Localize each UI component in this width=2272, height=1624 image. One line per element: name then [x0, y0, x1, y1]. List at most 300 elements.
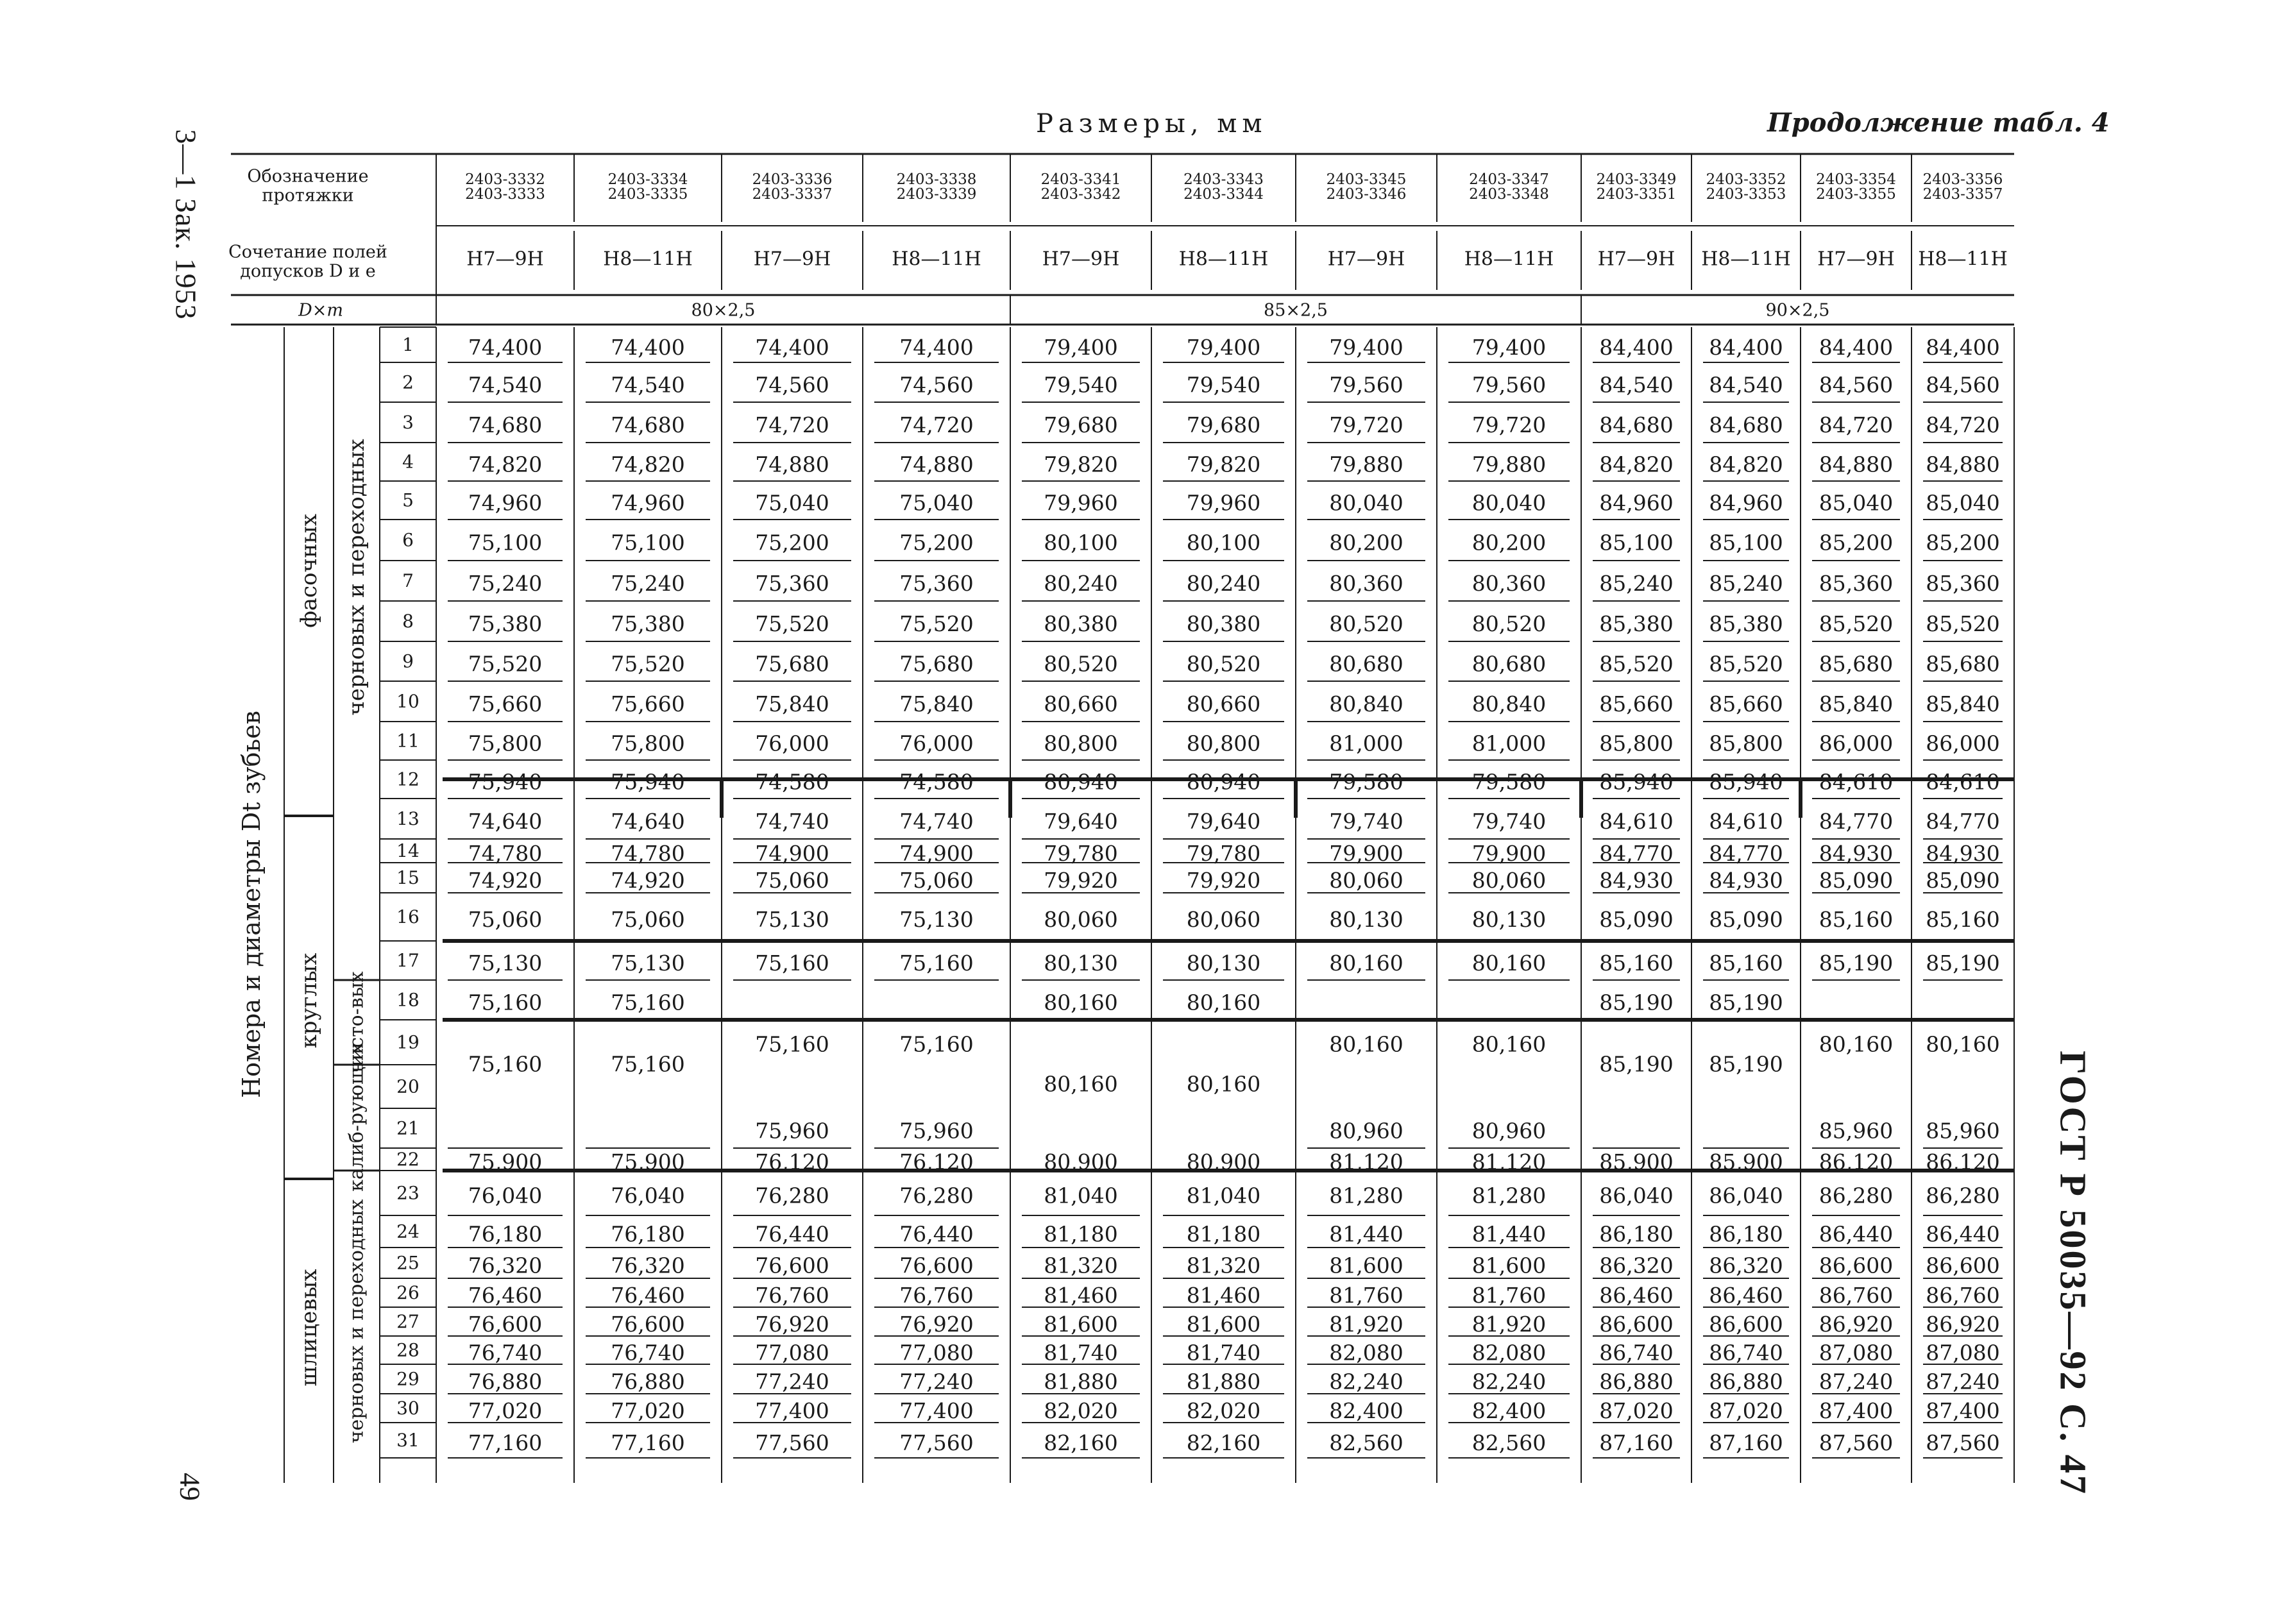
cell-value: 80,660	[1186, 691, 1261, 716]
row-number: 5	[402, 489, 414, 511]
row-number: 27	[396, 1311, 420, 1332]
cell-value: 86,280	[1818, 1183, 1894, 1208]
cell-value: 76,320	[468, 1253, 543, 1278]
cell-value: 76,180	[468, 1221, 543, 1247]
cell-value: 85,660	[1599, 691, 1674, 716]
cell-value: 74,920	[611, 868, 685, 893]
cell-value: 74,820	[468, 452, 543, 477]
tolerance-value: H7—9H	[753, 248, 831, 271]
cell-value: 74,640	[611, 809, 685, 834]
cell-value: 79,960	[1044, 490, 1118, 516]
cell-value: 86,180	[1709, 1221, 1783, 1247]
cell-value: 80,520	[1044, 651, 1118, 677]
row-number: 9	[402, 650, 414, 672]
cell-value: 81,920	[1471, 1312, 1547, 1337]
tool-code: 2403-3342	[1040, 186, 1121, 203]
cell-value: 76,040	[468, 1183, 543, 1208]
row-number: 24	[396, 1221, 420, 1242]
cell-value: 75,520	[755, 611, 829, 636]
cell-value: 86,440	[1818, 1221, 1894, 1247]
tolerance-value: H8—11H	[603, 248, 693, 271]
tool-code: 2403-3346	[1326, 186, 1407, 203]
cell-value: 79,580	[1471, 769, 1547, 795]
standard-reference: ГОСТ Р 50035—92 С. 47	[2052, 1051, 2094, 1496]
cell-value: 77,020	[611, 1398, 685, 1423]
cell-value: 74,400	[755, 335, 829, 360]
cell-value: 75,520	[611, 651, 685, 677]
cell-value: 76,600	[611, 1312, 685, 1337]
cell-value: 82,160	[1186, 1430, 1261, 1455]
dm-group-value: 80×2,5	[691, 300, 756, 321]
cell-value: 80,200	[1329, 530, 1403, 555]
cell-value: 85,960	[1818, 1118, 1894, 1144]
cell-value: 87,080	[1818, 1340, 1894, 1366]
cell-value: 81,880	[1186, 1369, 1261, 1394]
cell-value: 80,840	[1329, 691, 1403, 716]
cell-value: 81,600	[1044, 1312, 1118, 1337]
cell-value: 85,190	[1926, 951, 2000, 976]
cell-value: 79,880	[1471, 452, 1547, 477]
cell-value: 85,520	[1818, 611, 1894, 636]
cell-value: 80,160	[1329, 951, 1403, 976]
cell-value: 84,720	[1818, 412, 1894, 437]
merged-cell-value: 75,160	[755, 1031, 829, 1057]
tool-code: 2403-3343	[1183, 171, 1264, 188]
merged-cell-value: 75,160	[899, 1031, 974, 1057]
tool-code: 2403-3333	[465, 186, 545, 203]
cell-value: 81,740	[1186, 1340, 1261, 1366]
cell-value: 74,560	[755, 372, 829, 398]
cell-value: 77,240	[755, 1369, 829, 1394]
cell-value: 82,020	[1044, 1398, 1118, 1423]
tolerance-value: H7—9H	[1817, 248, 1895, 271]
tool-code: 2403-3349	[1596, 171, 1677, 188]
cell-value: 77,160	[611, 1430, 685, 1455]
cell-value: 87,240	[1818, 1369, 1894, 1394]
tolerance-value: H7—9H	[1597, 248, 1675, 271]
cell-value: 81,320	[1044, 1253, 1118, 1278]
row-number: 3	[402, 412, 414, 433]
cell-value: 79,580	[1329, 769, 1403, 795]
cell-value: 81,040	[1044, 1183, 1118, 1208]
cell-value: 87,400	[1926, 1398, 2000, 1423]
cell-value: 75,060	[755, 868, 829, 893]
tool-code: 2403-3356	[1922, 171, 2003, 188]
row-number: 28	[396, 1339, 420, 1361]
cell-value: 76,740	[468, 1340, 543, 1366]
cell-value: 80,680	[1471, 651, 1547, 677]
tolerance-header: Сочетание полей	[228, 242, 387, 262]
cell-value: 76,880	[611, 1369, 685, 1394]
cell-value: 80,360	[1471, 571, 1547, 596]
cell-value: 80,520	[1186, 651, 1261, 677]
cell-value: 84,610	[1818, 769, 1894, 795]
cell-value: 86,280	[1926, 1183, 2000, 1208]
cell-value: 79,560	[1329, 372, 1403, 398]
tool-code: 2403-3351	[1596, 186, 1677, 203]
cell-value: 74,880	[899, 452, 974, 477]
cell-value: 85,160	[1926, 907, 2000, 932]
cell-value: 81,320	[1186, 1253, 1261, 1278]
row-number: 21	[396, 1117, 420, 1139]
cell-value: 77,400	[899, 1398, 974, 1423]
cell-value: 75,130	[899, 907, 974, 932]
cell-value: 77,400	[755, 1398, 829, 1423]
row-number: 17	[396, 950, 420, 971]
cell-value: 79,740	[1471, 809, 1547, 834]
cell-value: 86,740	[1599, 1340, 1674, 1366]
row-number: 29	[396, 1368, 420, 1390]
row-number: 13	[396, 808, 420, 829]
cell-value: 84,610	[1599, 809, 1674, 834]
designation-header: протяжки	[262, 185, 354, 206]
cell-value: 79,540	[1186, 372, 1261, 398]
tool-code: 2403-3341	[1040, 171, 1121, 188]
merged-cell-value: 75,160	[611, 1051, 685, 1077]
cell-value: 81,180	[1186, 1221, 1261, 1247]
cell-value: 77,560	[899, 1430, 974, 1455]
cell-value: 85,160	[1709, 951, 1783, 976]
cell-value: 81,440	[1329, 1221, 1403, 1247]
cell-value: 80,520	[1471, 611, 1547, 636]
tool-code: 2403-3338	[896, 171, 977, 188]
cell-value: 75,360	[899, 571, 974, 596]
cell-value: 81,600	[1186, 1312, 1261, 1337]
tool-code: 2403-3357	[1922, 186, 2003, 203]
cell-value: 80,160	[1044, 990, 1118, 1015]
dimensions-title: Размеры, мм	[1036, 109, 1267, 139]
cell-value: 75,800	[468, 731, 543, 756]
cell-value: 86,320	[1599, 1253, 1674, 1278]
cell-value: 82,400	[1329, 1398, 1403, 1423]
cell-value: 75,660	[468, 691, 543, 716]
cell-value: 85,380	[1709, 611, 1783, 636]
tooth-type: круглых	[296, 952, 322, 1049]
cell-value: 76,440	[899, 1221, 974, 1247]
cell-value: 85,360	[1818, 571, 1894, 596]
row-number: 12	[396, 768, 420, 790]
cell-value: 76,920	[755, 1312, 829, 1337]
cell-value: 77,080	[899, 1340, 974, 1366]
cell-value: 85,160	[1818, 907, 1894, 932]
cell-value: 75,240	[468, 571, 543, 596]
cell-value: 84,770	[1599, 841, 1674, 866]
cell-value: 86,120	[1818, 1149, 1894, 1174]
cell-value: 84,400	[1926, 335, 2000, 360]
tolerance-value: H7—9H	[466, 248, 544, 271]
cell-value: 87,160	[1709, 1430, 1783, 1455]
cell-value: 85,090	[1709, 907, 1783, 932]
cell-value: 74,580	[755, 769, 829, 795]
cell-value: 80,940	[1044, 769, 1118, 795]
cell-value: 84,400	[1599, 335, 1674, 360]
cell-value: 85,380	[1599, 611, 1674, 636]
row-number: 1	[402, 334, 414, 355]
cell-value: 81,920	[1329, 1312, 1403, 1337]
cell-value: 75,840	[899, 691, 974, 716]
cell-value: 85,200	[1818, 530, 1894, 555]
cell-value: 85,940	[1709, 769, 1783, 795]
cell-value: 75,520	[468, 651, 543, 677]
tolerance-value: H8—11H	[1178, 248, 1269, 271]
cell-value: 79,560	[1471, 372, 1547, 398]
cell-value: 76,760	[755, 1283, 829, 1308]
cell-value: 80,800	[1186, 731, 1261, 756]
tolerance-value: H8—11H	[1918, 248, 2008, 271]
cell-value: 75,840	[755, 691, 829, 716]
cell-value: 81,740	[1044, 1340, 1118, 1366]
cell-value: 74,400	[468, 335, 543, 360]
cell-value: 84,680	[1599, 412, 1674, 437]
cell-value: 79,740	[1329, 809, 1403, 834]
cell-value: 81,600	[1471, 1253, 1547, 1278]
cell-value: 81,600	[1329, 1253, 1403, 1278]
cell-value: 79,680	[1044, 412, 1118, 437]
dm-group-value: 85×2,5	[1264, 300, 1328, 321]
cell-value: 86,320	[1709, 1253, 1783, 1278]
cell-value: 81,280	[1471, 1183, 1547, 1208]
cell-value: 75,100	[611, 530, 685, 555]
cell-value: 77,240	[899, 1369, 974, 1394]
cell-value: 79,820	[1186, 452, 1261, 477]
cell-value: 79,820	[1044, 452, 1118, 477]
cell-value: 85,090	[1599, 907, 1674, 932]
cell-value: 85,680	[1818, 651, 1894, 677]
cell-value: 75,060	[468, 907, 543, 932]
cell-value: 85,100	[1709, 530, 1783, 555]
cell-value: 85,840	[1926, 691, 2000, 716]
cell-value: 75,940	[468, 769, 543, 795]
cell-value: 80,900	[1044, 1149, 1118, 1174]
cell-value: 81,000	[1471, 731, 1547, 756]
cell-value: 80,660	[1044, 691, 1118, 716]
tooth-type: шлицевых	[296, 1269, 322, 1387]
cell-value: 84,820	[1709, 452, 1783, 477]
cell-value: 84,610	[1926, 769, 2000, 795]
tolerance-value: H7—9H	[1327, 248, 1405, 271]
cell-value: 84,930	[1599, 868, 1674, 893]
cell-value: 80,130	[1471, 907, 1547, 932]
merged-cell-value: 75,160	[468, 1051, 543, 1077]
cell-value: 85,520	[1926, 611, 2000, 636]
cell-value: 77,020	[468, 1398, 543, 1423]
cell-value: 85,190	[1599, 990, 1674, 1015]
cell-value: 82,560	[1471, 1430, 1547, 1455]
cell-value: 85,800	[1709, 731, 1783, 756]
cell-value: 86,040	[1599, 1183, 1674, 1208]
cell-value: 75,060	[899, 868, 974, 893]
cell-value: 74,640	[468, 809, 543, 834]
continuation-label: Продолжение табл. 4	[1767, 108, 2110, 138]
cell-value: 85,090	[1926, 868, 2000, 893]
cell-value: 81,880	[1044, 1369, 1118, 1394]
cell-value: 76,460	[611, 1283, 685, 1308]
cell-value: 80,200	[1471, 530, 1547, 555]
cell-value: 82,160	[1044, 1430, 1118, 1455]
cell-value: 76,600	[899, 1253, 974, 1278]
cell-value: 86,600	[1818, 1253, 1894, 1278]
cell-value: 82,080	[1471, 1340, 1547, 1366]
cell-value: 81,000	[1329, 731, 1403, 756]
cell-value: 76,120	[755, 1149, 829, 1174]
cell-value: 79,900	[1471, 841, 1547, 866]
cell-value: 84,880	[1818, 452, 1894, 477]
cell-value: 81,040	[1186, 1183, 1261, 1208]
cell-value: 75,160	[755, 951, 829, 976]
tool-code: 2403-3336	[752, 171, 833, 188]
cell-value: 75,200	[899, 530, 974, 555]
cell-value: 76,920	[899, 1312, 974, 1337]
cell-value: 80,240	[1186, 571, 1261, 596]
page-number: 49	[174, 1473, 206, 1501]
tooth-subgroup: черновых и переходных	[344, 439, 369, 716]
cell-value: 80,130	[1186, 951, 1261, 976]
tolerance-value: H8—11H	[1464, 248, 1554, 271]
cell-value: 86,920	[1926, 1312, 2000, 1337]
merged-cell-value: 80,160	[1818, 1031, 1894, 1057]
cell-value: 74,720	[899, 412, 974, 437]
cell-value: 86,920	[1818, 1312, 1894, 1337]
row-number: 16	[396, 906, 420, 927]
tooth-type: фасочных	[296, 514, 322, 628]
cell-value: 84,540	[1709, 372, 1783, 398]
cell-value: 74,780	[468, 841, 543, 866]
cell-value: 86,740	[1709, 1340, 1783, 1366]
tooth-subgroup: черновых и переходных	[345, 1199, 368, 1444]
row-number: 11	[396, 730, 420, 752]
tool-code: 2403-3347	[1469, 171, 1549, 188]
cell-value: 75,800	[611, 731, 685, 756]
cell-value: 84,400	[1818, 335, 1894, 360]
merged-cell-value: 80,160	[1471, 1031, 1547, 1057]
cell-value: 81,760	[1471, 1283, 1547, 1308]
cell-value: 79,640	[1186, 809, 1261, 834]
tool-code: 2403-3332	[465, 171, 545, 188]
cell-value: 86,880	[1599, 1369, 1674, 1394]
row-number: 18	[396, 989, 420, 1011]
cell-value: 79,920	[1044, 868, 1118, 893]
cell-value: 75,680	[899, 651, 974, 677]
cell-value: 77,160	[468, 1430, 543, 1455]
cell-value: 79,960	[1186, 490, 1261, 516]
cell-value: 87,020	[1709, 1398, 1783, 1423]
cell-value: 74,540	[611, 372, 685, 398]
cell-value: 85,520	[1709, 651, 1783, 677]
dm-header: D×m	[298, 300, 343, 321]
cell-value: 74,740	[899, 809, 974, 834]
cell-value: 76,600	[468, 1312, 543, 1337]
cell-value: 85,900	[1709, 1149, 1783, 1174]
cell-value: 74,820	[611, 452, 685, 477]
cell-value: 74,580	[899, 769, 974, 795]
cell-value: 75,940	[611, 769, 685, 795]
cell-value: 75,160	[899, 951, 974, 976]
cell-value: 76,600	[755, 1253, 829, 1278]
cell-value: 75,130	[468, 951, 543, 976]
cell-value: 82,080	[1329, 1340, 1403, 1366]
cell-value: 82,020	[1186, 1398, 1261, 1423]
cell-value: 79,400	[1044, 335, 1118, 360]
cell-value: 82,240	[1329, 1369, 1403, 1394]
merged-cell-value: 80,160	[1044, 1071, 1118, 1097]
cell-value: 76,120	[899, 1149, 974, 1174]
cell-value: 79,400	[1186, 335, 1261, 360]
cell-value: 77,560	[755, 1430, 829, 1455]
cell-value: 85,520	[1599, 651, 1674, 677]
row-number: 25	[396, 1252, 420, 1274]
cell-value: 80,160	[1471, 951, 1547, 976]
tool-code: 2403-3334	[607, 171, 688, 188]
cell-value: 75,130	[611, 951, 685, 976]
cell-value: 81,180	[1044, 1221, 1118, 1247]
row-number: 4	[402, 451, 414, 473]
cell-value: 86,760	[1818, 1283, 1894, 1308]
cell-value: 76,280	[755, 1183, 829, 1208]
cell-value: 77,080	[755, 1340, 829, 1366]
tool-code: 2403-3348	[1469, 186, 1549, 203]
cell-value: 79,920	[1186, 868, 1261, 893]
designation-header: Обозначение	[247, 166, 369, 187]
cell-value: 76,180	[611, 1221, 685, 1247]
cell-value: 86,460	[1709, 1283, 1783, 1308]
cell-value: 75,160	[611, 990, 685, 1015]
cell-value: 81,440	[1471, 1221, 1547, 1247]
row-number: 19	[396, 1031, 420, 1053]
cell-value: 74,740	[755, 809, 829, 834]
cell-value: 79,540	[1044, 372, 1118, 398]
cell-value: 86,460	[1599, 1283, 1674, 1308]
merged-cell-value: 85,190	[1599, 1051, 1674, 1077]
cell-value: 74,680	[468, 412, 543, 437]
cell-value: 86,600	[1709, 1312, 1783, 1337]
cell-value: 80,940	[1186, 769, 1261, 795]
cell-value: 79,720	[1329, 412, 1403, 437]
cell-value: 87,020	[1599, 1398, 1674, 1423]
cell-value: 86,000	[1818, 731, 1894, 756]
dm-group-value: 90×2,5	[1765, 300, 1830, 321]
cell-value: 85,190	[1818, 951, 1894, 976]
cell-value: 85,160	[1599, 951, 1674, 976]
cell-value: 85,680	[1926, 651, 2000, 677]
cell-value: 85,960	[1926, 1118, 2000, 1144]
cell-value: 86,000	[1926, 731, 2000, 756]
cell-value: 80,360	[1329, 571, 1403, 596]
cell-value: 75,900	[468, 1149, 543, 1174]
tool-code: 2403-3352	[1706, 171, 1786, 188]
cell-value: 84,400	[1709, 335, 1783, 360]
cell-value: 87,400	[1818, 1398, 1894, 1423]
cell-value: 75,960	[899, 1118, 974, 1144]
cell-value: 75,040	[755, 490, 829, 516]
tool-code: 2403-3345	[1326, 171, 1407, 188]
row-number: 31	[396, 1430, 420, 1451]
merged-cell-value: 80,160	[1329, 1031, 1403, 1057]
cell-value: 81,760	[1329, 1283, 1403, 1308]
cell-value: 75,520	[899, 611, 974, 636]
cell-value: 86,440	[1926, 1221, 2000, 1247]
tooth-subgroup: калиб-рующих	[345, 1043, 368, 1192]
cell-value: 80,160	[1186, 990, 1261, 1015]
cell-value: 85,100	[1599, 530, 1674, 555]
tolerance-value: H8—11H	[1701, 248, 1791, 271]
cell-value: 85,840	[1818, 691, 1894, 716]
merged-cell-value: 80,160	[1926, 1031, 2000, 1057]
cell-value: 74,960	[611, 490, 685, 516]
cell-value: 87,240	[1926, 1369, 2000, 1394]
cell-value: 80,680	[1329, 651, 1403, 677]
cell-value: 85,900	[1599, 1149, 1674, 1174]
cell-value: 86,180	[1599, 1221, 1674, 1247]
